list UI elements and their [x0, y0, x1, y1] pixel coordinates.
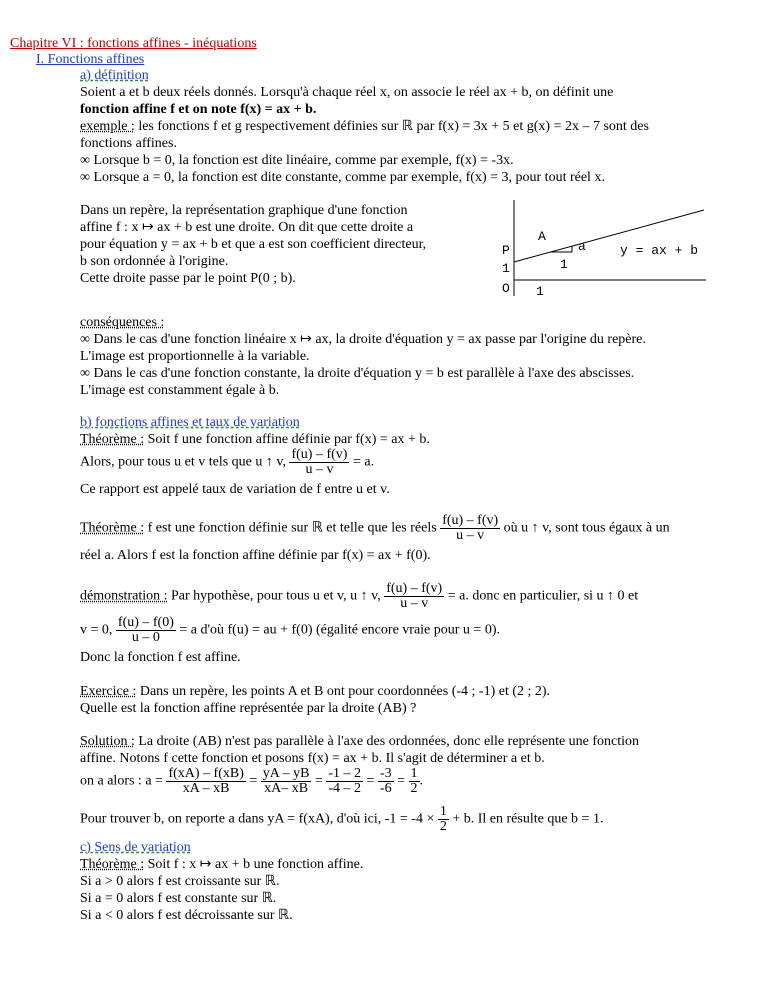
demonstration-2-numerator: f(u) – f(0): [117, 615, 174, 630]
example-line-2: fonctions affines.: [80, 136, 177, 151]
demonstration-fraction: [384, 582, 444, 611]
theorem-1-line-1: [80, 432, 430, 448]
equals-4: =: [397, 773, 406, 789]
slope-fraction-5-den: 2: [410, 781, 418, 796]
graph-text-3: pour équation y = ax + b et que a est son coefficient directeur,: [80, 237, 427, 252]
theorem-2-text: f est une fonction définie sur ℝ et telle que les réels: [144, 520, 437, 536]
slope-fraction-1-den: xA – xB: [182, 781, 230, 796]
solution-text: La droite (AB) n'est pas parallèle à l'axe des ordonnées, donc elle représente une fonction: [134, 734, 640, 749]
slope-fraction-2-num: yA – yB: [262, 766, 310, 781]
slope-fraction-4-num: -3: [379, 766, 392, 781]
variation-zero: Si a = 0 alors f est constante sur ℝ.: [80, 891, 277, 906]
consequence-3: ∞ Dans le cas d'une fonction constante, la droite d'équation y = b est parallèle à l'axe des abscisses.: [80, 366, 635, 381]
graph-text-4: b son ordonnée à l'origine.: [80, 254, 229, 269]
theorem-3-label: Théorème :: [80, 857, 145, 872]
solution-line-2: affine. Notons f cette fonction et posons f(x) = ax + b. Il s'agit de déterminer a et b.: [80, 751, 545, 766]
consequence-2: L'image est proportionnelle à la variable.: [80, 349, 310, 364]
demonstration-2-denominator: u – 0: [131, 630, 160, 645]
slope-fraction-4: [378, 767, 394, 796]
solution-line-4: [80, 805, 603, 834]
demonstration-line-3: Donc la fonction f est affine.: [80, 650, 241, 665]
chapter-title: Chapitre VI : fonctions affines - inéquations: [10, 36, 257, 51]
demonstration-suffix: = a. donc en particulier, si u ↑ 0 et: [447, 588, 639, 604]
theorem-3-line-1: [80, 857, 363, 873]
slope-fraction-1-num: f(xA) – f(xB): [168, 766, 244, 781]
example-label: exemple :: [80, 119, 135, 134]
solution-4-prefix: Pour trouver b, on reporte a dans yA = f(xA), d'où ici, -1 = -4 ×: [80, 811, 435, 827]
demonstration-text: Par hypothèse, pour tous u et v, u ↑ v,: [167, 588, 381, 604]
definition-line-1: Soient a et b deux réels donnés. Lorsqu'à chaque réel x, on associe le réel ax + b, on définit une: [80, 85, 614, 100]
slope-fraction-5-num: 1: [410, 766, 418, 781]
theorem-1-line-3: Ce rapport est appelé taux de variation de f entre u et v.: [80, 482, 390, 497]
label-1-left: 1: [502, 261, 510, 276]
example-line: [80, 119, 649, 135]
affine-line-figure: [490, 198, 710, 298]
exercise-text: Dans un repère, les points A et B ont pour coordonnées (-4 ; -1) et (2 ; 2).: [136, 684, 551, 699]
demonstration-line-1: [80, 582, 638, 611]
slope-fraction-3-num: -1 – 2: [328, 766, 362, 781]
slope-fraction-2: [261, 767, 312, 796]
graph-text-2: affine f : x ↦ ax + b est une droite. On dit que cette droite a: [80, 220, 414, 235]
equals-3: =: [366, 773, 375, 789]
label-1-right: 1: [560, 257, 568, 272]
label-O: O: [502, 281, 510, 296]
exercise-line-2: Quelle est la fonction affine représentée par la droite (AB) ?: [80, 701, 417, 716]
demonstration-2-prefix: v = 0,: [80, 622, 113, 638]
exercise-label: Exercice :: [80, 684, 137, 699]
slope-fraction-3-den: -4 – 2: [328, 781, 362, 796]
definition-line-2: fonction affine f et on note f(x) = ax + b.: [80, 102, 317, 117]
subsection-a-title: [80, 68, 149, 84]
theorem-1-label: Théorème :: [80, 432, 145, 447]
slope-fraction-4-den: -6: [379, 781, 392, 796]
label-A: A: [538, 229, 546, 244]
label-a: a: [578, 239, 586, 254]
theorem-2-label: Théorème :: [80, 520, 145, 536]
graph-text-5: Cette droite passe par le point P(0 ; b).: [80, 271, 296, 286]
section-title: I. Fonctions affines: [36, 52, 145, 67]
theorem-1-text: Soit f une fonction affine définie par f(x) = ax + b.: [144, 432, 430, 447]
theorem-2-suffix: où u ↑ v, sont tous égaux à un: [503, 520, 670, 536]
theorem-1-line-2: [80, 448, 374, 477]
solution-line-1: [80, 734, 639, 750]
theorem-2-line-2: réel a. Alors f est la fonction affine définie par f(x) = ax + f(0).: [80, 548, 431, 563]
label-P: P: [502, 243, 510, 258]
theorem-3-text: Soit f : x ↦ ax + b une fonction affine.: [144, 857, 364, 872]
subsection-b-label: b) fonctions affines et taux de variation: [80, 415, 300, 430]
demonstration-2-suffix: = a d'où f(u) = au + f(0) (égalité encore vraie pour u = 0).: [179, 622, 500, 638]
solution-3-dot: .: [419, 773, 424, 789]
slope-fraction-1: [166, 767, 245, 796]
slope-fraction-3: [326, 767, 363, 796]
demonstration-numerator: f(u) – f(v): [386, 581, 443, 596]
demonstration-line-2: [80, 616, 500, 645]
equals-2: =: [314, 773, 323, 789]
equals-1: =: [249, 773, 258, 789]
theorem-1-prefix: Alors, pour tous u et v tels que u ↑ v,: [80, 454, 286, 470]
solution-3-prefix: on a alors : a =: [80, 773, 163, 789]
subsection-b-title: [80, 415, 300, 431]
label-1-bottom: 1: [536, 284, 544, 298]
graph-text-1: Dans un repère, la représentation graphique d'une fonction: [80, 203, 408, 218]
example-text: les fonctions f et g respectivement définies sur ℝ par f(x) = 3x + 5 et g(x) = 2x – 7 sont des: [134, 119, 649, 134]
variation-negative: Si a < 0 alors f est décroissante sur ℝ.: [80, 908, 293, 923]
solution-4-fraction: [438, 805, 449, 834]
theorem-2-numerator: f(u) – f(v): [442, 513, 499, 528]
consequence-1: ∞ Dans le cas d'une fonction linéaire x ↦ ax, la droite d'équation y = ax passe par l'origine du repère.: [80, 332, 646, 347]
rate-fraction: [289, 448, 349, 477]
solution-line-3: [80, 767, 423, 796]
rate-denominator: u – v: [305, 462, 334, 477]
theorem-2-denominator: u – v: [456, 528, 485, 543]
theorem-1-suffix: = a.: [352, 454, 375, 470]
solution-label: Solution :: [80, 734, 135, 749]
exercise-line-1: [80, 684, 550, 700]
slope-fraction-5: [409, 767, 420, 796]
theorem-2-fraction: [440, 514, 500, 543]
subsection-c-label: c) Sens de variation: [80, 840, 191, 855]
consequence-4: L'image est constamment égale à b.: [80, 383, 280, 398]
consequences-label: conséquences :: [80, 315, 165, 330]
theorem-2-line-1: [80, 514, 670, 543]
line-equation: y = ax + b: [620, 243, 699, 258]
demonstration-denominator: u – v: [400, 596, 429, 611]
solution-4-num: 1: [439, 804, 447, 819]
demonstration-2-fraction: [116, 616, 176, 645]
bullet-constante: ∞ Lorsque a = 0, la fonction est dite constante, comme par exemple, f(x) = 3, pour tout réel x.: [80, 170, 605, 185]
rate-numerator: f(u) – f(v): [291, 447, 348, 462]
subsection-c-title: [80, 840, 191, 856]
consequences-title: [80, 315, 164, 331]
demonstration-label: démonstration :: [80, 588, 168, 604]
variation-positive: Si a > 0 alors f est croissante sur ℝ.: [80, 874, 280, 889]
slope-fraction-2-den: xA– xB: [264, 781, 309, 796]
subsection-a-label: a) définition: [80, 68, 149, 83]
bullet-lineaire: ∞ Lorsque b = 0, la fonction est dite linéaire, comme par exemple, f(x) = -3x.: [80, 153, 514, 168]
solution-4-suffix: + b. Il en résulte que b = 1.: [452, 811, 604, 827]
solution-4-den: 2: [439, 819, 447, 834]
